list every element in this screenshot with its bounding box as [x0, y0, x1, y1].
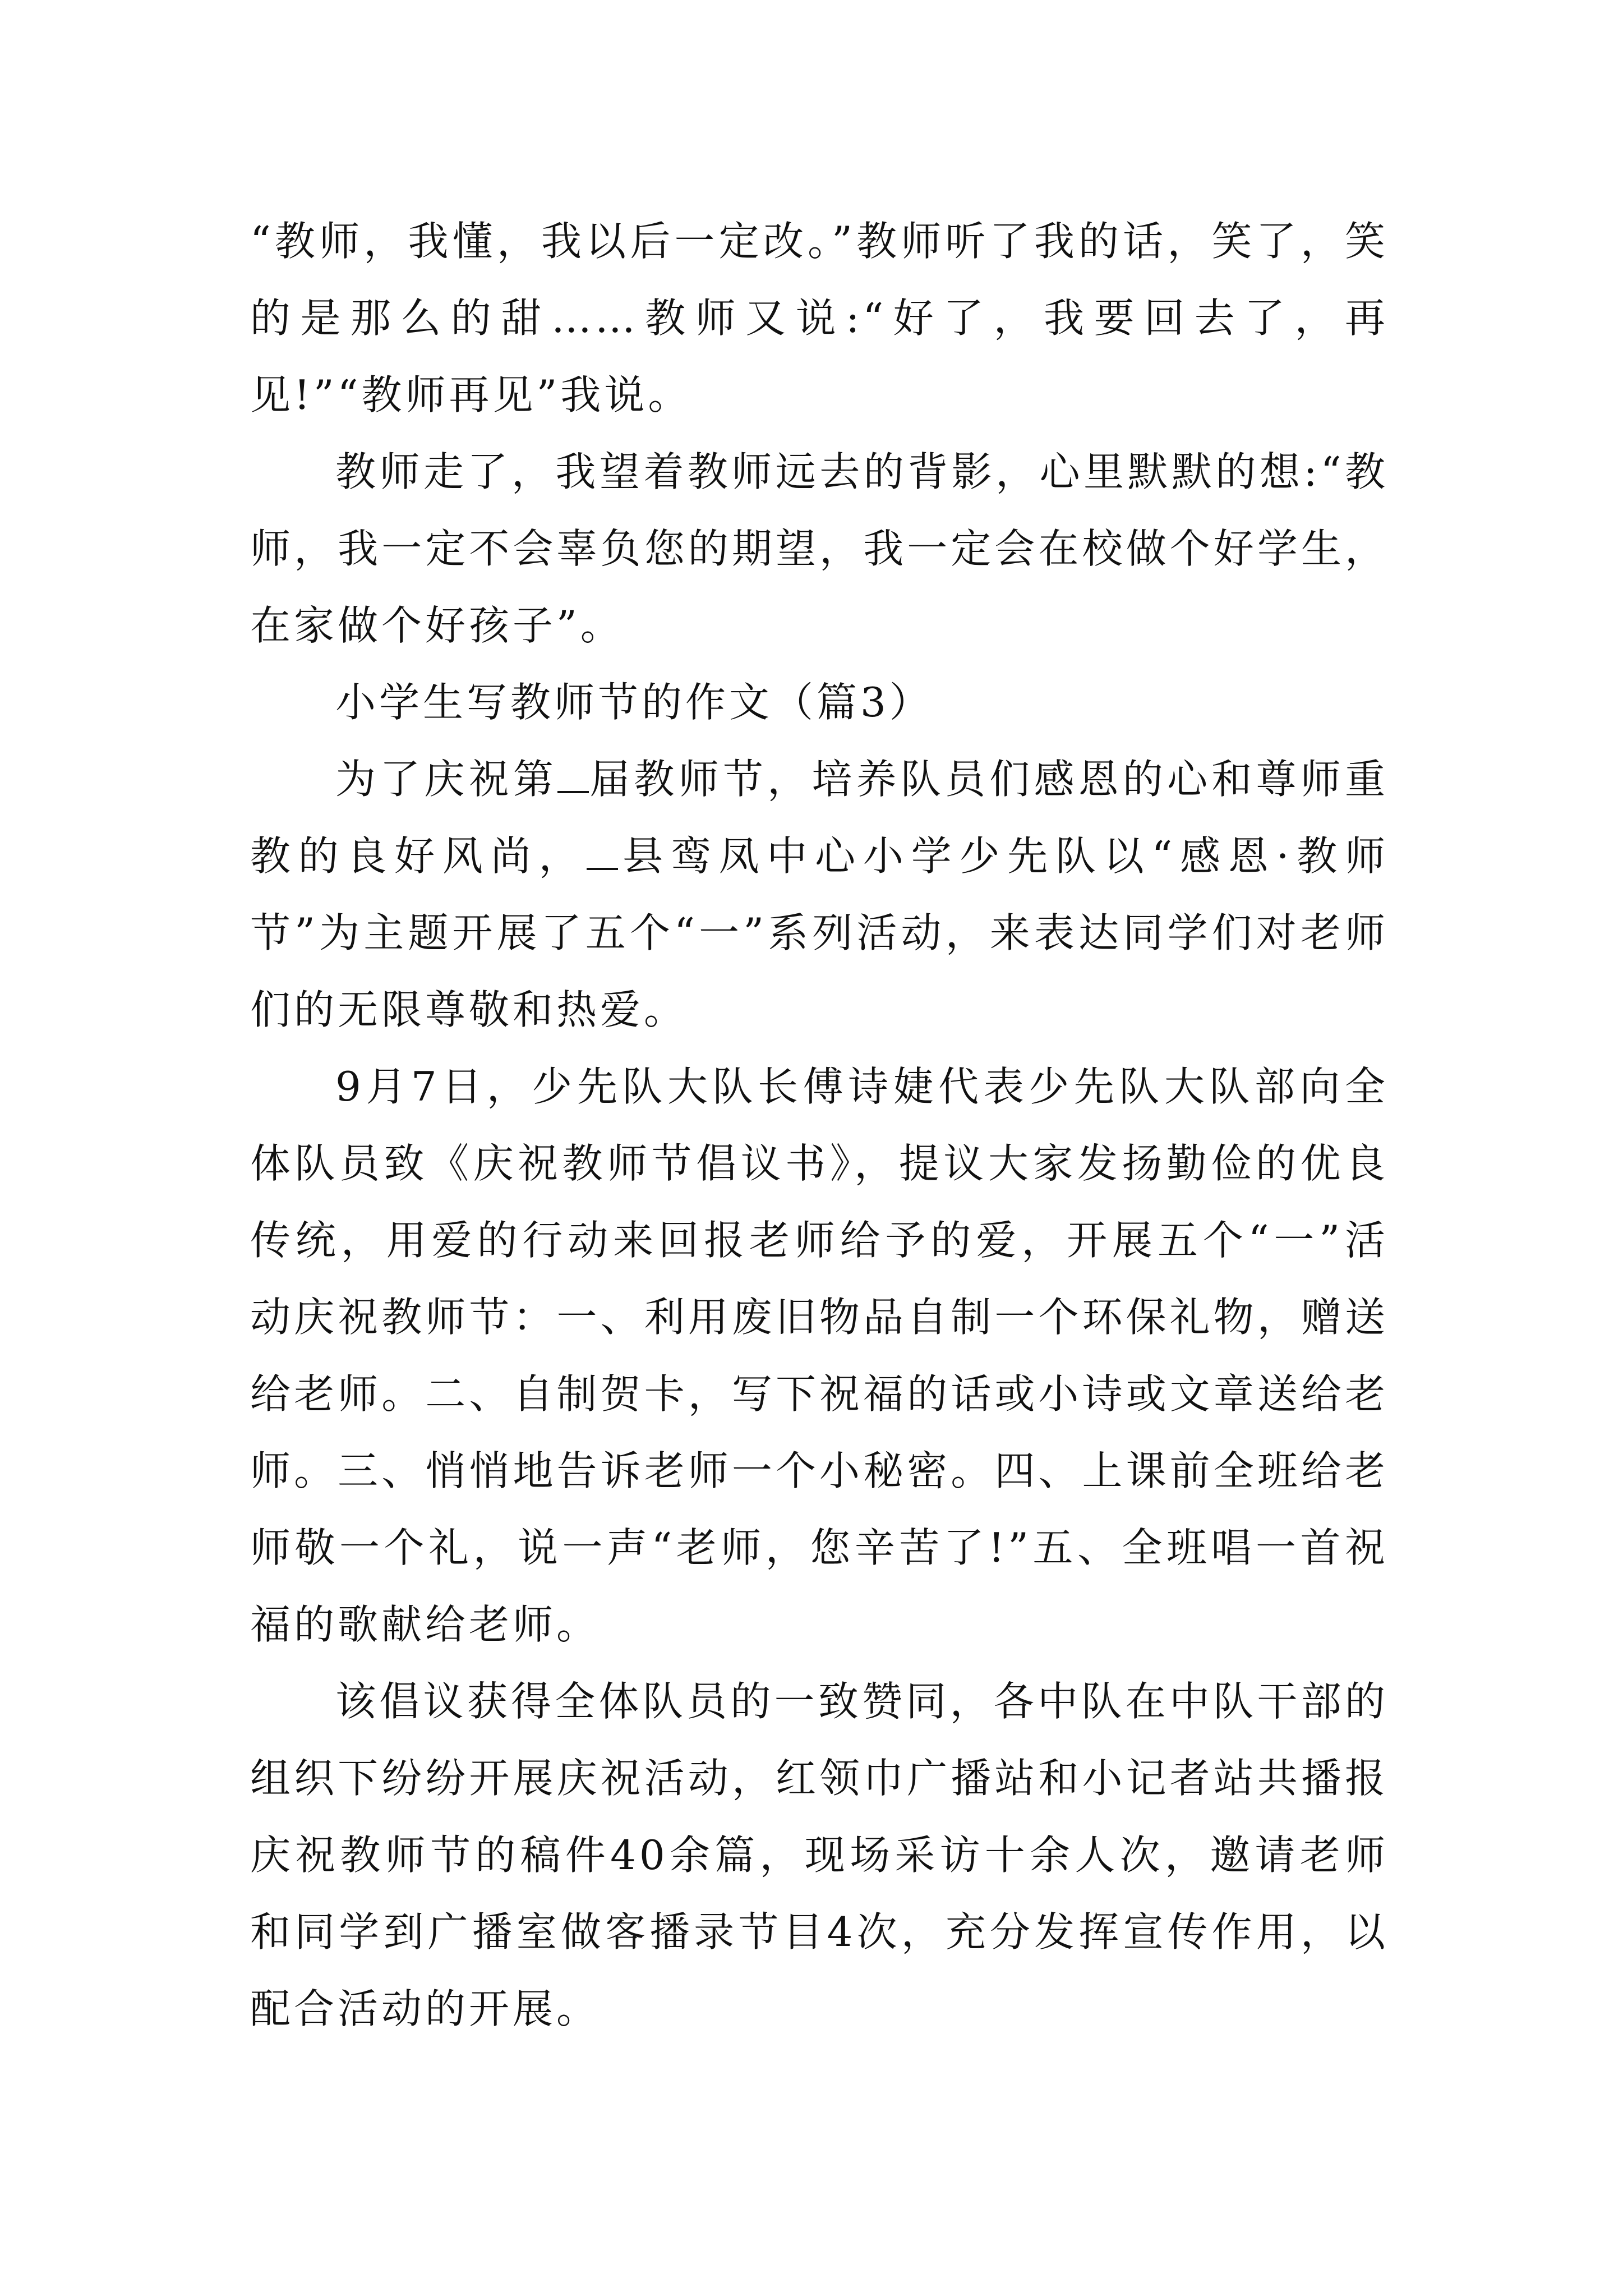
- paragraph-celebration-intro-part1: 为了庆祝第: [335, 756, 558, 803]
- paragraph-celebration-intro-part2: 届教师节，培养队员们感恩的心和尊师重教的良好风尚，: [250, 756, 1389, 880]
- fill-in-blank-line: [587, 834, 618, 870]
- fill-in-blank-line: [557, 757, 589, 793]
- paragraph-celebration-intro-part3: 县鸾凤中心小学少先队以“感恩·教师节”为主题开展了五个“一”系列活动，来表达同学们对老师们的无限尊敬和热爱。: [250, 832, 1389, 1033]
- paragraph-proposal: 9月7日，少先队大队长傅诗婕代表少先队大队部向全体队员致《庆祝教师节倡议书》，提议大家发扬勤俭的优良传统，用爱的行动来回报老师给予的爱，开展五个“一”活动庆祝教师节：一、利用废旧物品自制一个环保礼物，赠送给老师。二、自制贺卡，写下祝福的话或小诗或文章送给老师。三、悄悄地告诉老师一个小秘密。四、上课前全班给老师敬一个礼，说一声“老师，您辛苦了!”五、全班唱一首祝福的歌献给老师。: [250, 1063, 1389, 1648]
- document-body: [250, 203, 1389, 2047]
- paragraph-celebration-intro: [250, 741, 1389, 1048]
- paragraph-teacher-promise: “教师，我懂，我以后一定改。”教师听了我的话，笑了，笑的是那么的甜……教师又说:“好了，我要回去了，再见!”“教师再见”我说。: [250, 218, 1389, 418]
- paragraph-teacher-leaves: 教师走了，我望着教师远去的背影，心里默默的想:“教师，我一定不会辜负您的期望，我一定会在校做个好学生，在家做个好孩子”。: [250, 448, 1389, 649]
- essay-section-heading: 小学生写教师节的作文（篇3）: [335, 679, 933, 726]
- paragraph-activities-result: 该倡议获得全体队员的一致赞同，各中队在中队干部的组织下纷纷开展庆祝活动，红领巾广播站和小记者站共播报庆祝教师节的稿件40余篇，现场采访十余人次，邀请老师和同学到广播室做客播录节目4次，充分发挥宣传作用，以配合活动的开展。: [250, 1678, 1389, 2032]
